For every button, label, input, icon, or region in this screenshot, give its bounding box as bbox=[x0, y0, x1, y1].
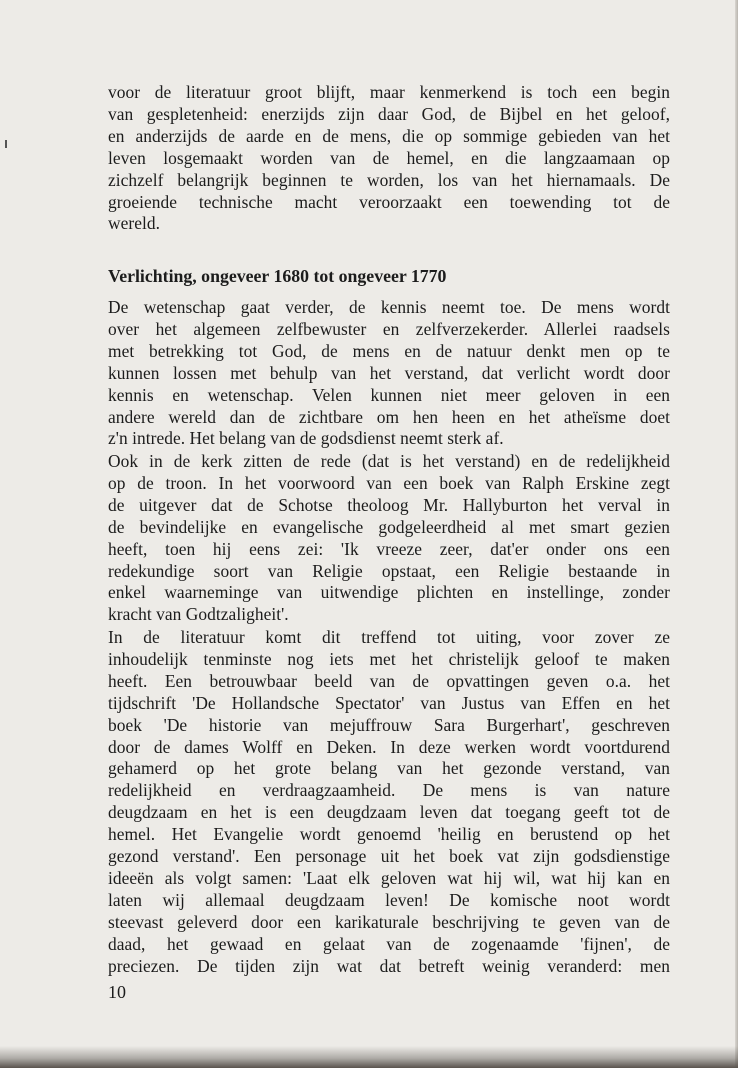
paragraph-literature bbox=[108, 627, 670, 978]
text-line: redelijkheid en verdraagzaamheid. De mens is van nature bbox=[108, 780, 670, 801]
text-line: heeft, toen hij eens zei: 'Ik vreeze zeer, dat'er onder ons een bbox=[108, 538, 670, 559]
section-heading: Verlichting, ongeveer 1680 tot ongeveer 1770 bbox=[108, 266, 447, 286]
text-line: kennis en wetenschap. Velen kunnen niet meer geloven in een bbox=[108, 384, 670, 405]
text-line: daad, het gewaad en gelaat van de zogenaamde 'fijnen', de bbox=[108, 933, 670, 954]
text-line: groeiende technische macht veroorzaakt een toewending tot de bbox=[108, 191, 670, 212]
text-line: gezond verstand'. Een personage uit het boek vat zijn godsdienstige bbox=[108, 846, 670, 867]
text-line: tijdschrift 'De Hollandsche Spectator' van Justus van Effen en het bbox=[108, 692, 670, 713]
text-line: de bevindelijke en evangelische godgeleerdheid al met smart gezien bbox=[108, 516, 670, 537]
paragraph-science bbox=[108, 297, 670, 450]
text-line: hemel. Het Evangelie wordt genoemd 'heilig en berustend op het bbox=[108, 824, 670, 845]
text-line: over het algemeen zelfbewuster en zelfverzekerder. Allerlei raadsels bbox=[108, 318, 670, 339]
text-line: gehamerd op het grote belang van het gezonde verstand, van bbox=[108, 758, 670, 779]
margin-mark bbox=[5, 140, 7, 148]
text-line: voor de literatuur groot blijft, maar kenmerkend is toch een begin bbox=[108, 82, 670, 102]
paragraph-intro bbox=[108, 82, 670, 235]
text-line: wereld. bbox=[108, 213, 161, 234]
text-line: In de literatuur komt dit treffend tot uiting, voor zover ze bbox=[108, 627, 670, 647]
text-line: van gespletenheid: enerzijds zijn daar God, de Bijbel en het geloof, bbox=[108, 103, 670, 124]
text-line: inhoudelijk tenminste nog iets met het christelijk geloof te maken bbox=[108, 648, 670, 669]
text-line: steevast geleverd door een karikaturale beschrijving te geven van de bbox=[108, 911, 670, 932]
paragraph-church bbox=[108, 451, 670, 626]
page-number: 10 bbox=[108, 982, 126, 1002]
text-line: leven losgemaakt worden van de hemel, en die langzaamaan op bbox=[108, 147, 670, 168]
text-line: de uitgever dat de Schotse theoloog Mr. Hallyburton het verval in bbox=[108, 494, 670, 515]
text-line: zichzelf belangrijk beginnen te worden, los van het hiernamaals. De bbox=[108, 169, 670, 190]
text-line: ideeën als volgt samen: 'Laat elk geloven wat hij wil, wat hij kan en bbox=[108, 867, 670, 888]
text-line: kracht van Godtzaligheit'. bbox=[108, 604, 289, 625]
text-line: kunnen lossen met behulp van het verstand, dat verlicht wordt door bbox=[108, 362, 670, 383]
text-line: en anderzijds de aarde en de mens, die op sommige gebieden van het bbox=[108, 125, 670, 146]
text-line: heeft. Een betrouwbaar beeld van de opvattingen geven o.a. het bbox=[108, 670, 670, 691]
text-line: Ook in de kerk zitten de rede (dat is het verstand) en de redelijkheid bbox=[108, 451, 670, 471]
text-line: z'n intrede. Het belang van de godsdienst neemt sterk af. bbox=[108, 428, 504, 449]
text-line: boek 'De historie van mejuffrouw Sara Burgerhart', geschreven bbox=[108, 714, 670, 735]
text-line: De wetenschap gaat verder, de kennis neemt toe. De mens wordt bbox=[108, 297, 670, 317]
text-line: laten wij allemaal deugdzaam leven! De komische noot wordt bbox=[108, 889, 670, 910]
text-line: met betrekking tot God, de mens en de natuur denkt men op te bbox=[108, 340, 670, 361]
text-line: redekundige soort van Religie opstaat, een Religie bestaande in bbox=[108, 560, 670, 581]
text-line: andere wereld dan de zichtbare om hen heen en het atheïsme doet bbox=[108, 406, 670, 427]
text-line: door de dames Wolff en Deken. In deze werken wordt voortdurend bbox=[108, 736, 670, 757]
scan-edge-bottom bbox=[0, 1046, 738, 1068]
text-line: op de troon. In het voorwoord van een boek van Ralph Erskine zegt bbox=[108, 472, 670, 493]
text-line: preciezen. De tijden zijn wat dat betreft weinig veranderd: men bbox=[108, 955, 670, 976]
text-line: deugdzaam en het is een deugdzaam leven dat toegang geeft tot de bbox=[108, 802, 670, 823]
text-line: enkel waarneminge van uitwendige plichten en instellinge, zonder bbox=[108, 582, 670, 603]
